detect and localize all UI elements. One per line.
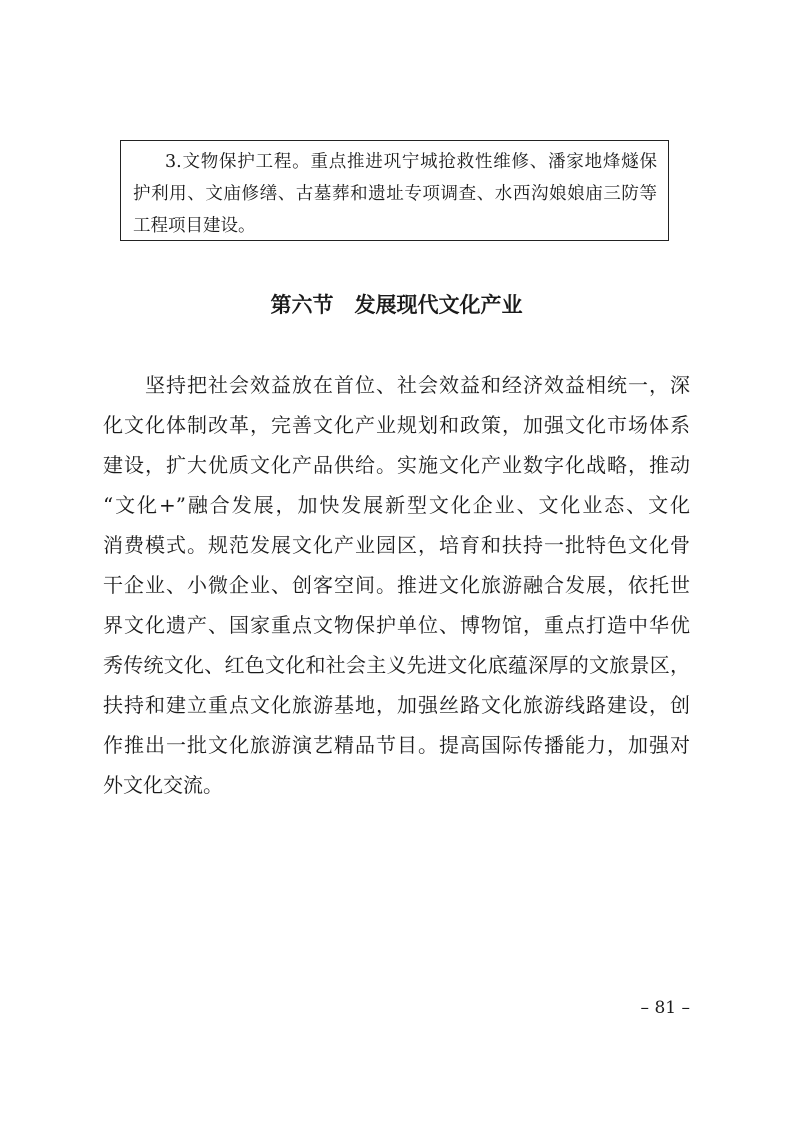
paragraph-line: 建设，扩大优质文化产品供给。实施文化产业数字化战略，推动 (103, 453, 690, 477)
paragraph-line: 化文化体制改革，完善文化产业规划和政策，加强文化市场体系 (103, 413, 690, 437)
paragraph-line: 秀传统文化、红色文化和社会主义先进文化底蕴深厚的文旅景区， (103, 653, 690, 677)
paragraph-line: 干企业、小微企业、创客空间。推进文化旅游融合发展，依托世 (103, 573, 690, 597)
project-box-text (133, 146, 657, 242)
paragraph-line: 作推出一批文化旅游演艺精品节目。提高国际传播能力，加强对 (103, 733, 690, 757)
paragraph-line: 坚持把社会效益放在首位、社会效益和经济效益相统一，深 (145, 373, 690, 397)
box-line: 3.文物保护工程。重点推进巩宁城抢救性维修、潘家地烽燧保 (165, 152, 657, 172)
section-heading: 第六节 发展现代文化产业 (270, 293, 523, 317)
paragraph-line: 外文化交流。 (103, 773, 223, 797)
paragraph-line: 消费模式。规范发展文化产业园区，培育和扶持一批特色文化骨 (103, 533, 690, 557)
paragraph-line: 扶持和建立重点文化旅游基地，加强丝路文化旅游线路建设，创 (103, 693, 690, 717)
page-number: – 81 – (640, 998, 690, 1018)
box-line: 护利用、文庙修缮、古墓葬和遗址专项调查、水西沟娘娘庙三防等 (133, 184, 657, 204)
paragraph-line: 界文化遗产、国家重点文物保护单位、博物馆，重点打造中华优 (103, 613, 690, 637)
paragraph-line: “文化+”融合发展，加快发展新型文化企业、文化业态、文化 (103, 493, 690, 517)
body-paragraph (103, 365, 690, 805)
box-line: 工程项目建设。 (133, 216, 256, 236)
